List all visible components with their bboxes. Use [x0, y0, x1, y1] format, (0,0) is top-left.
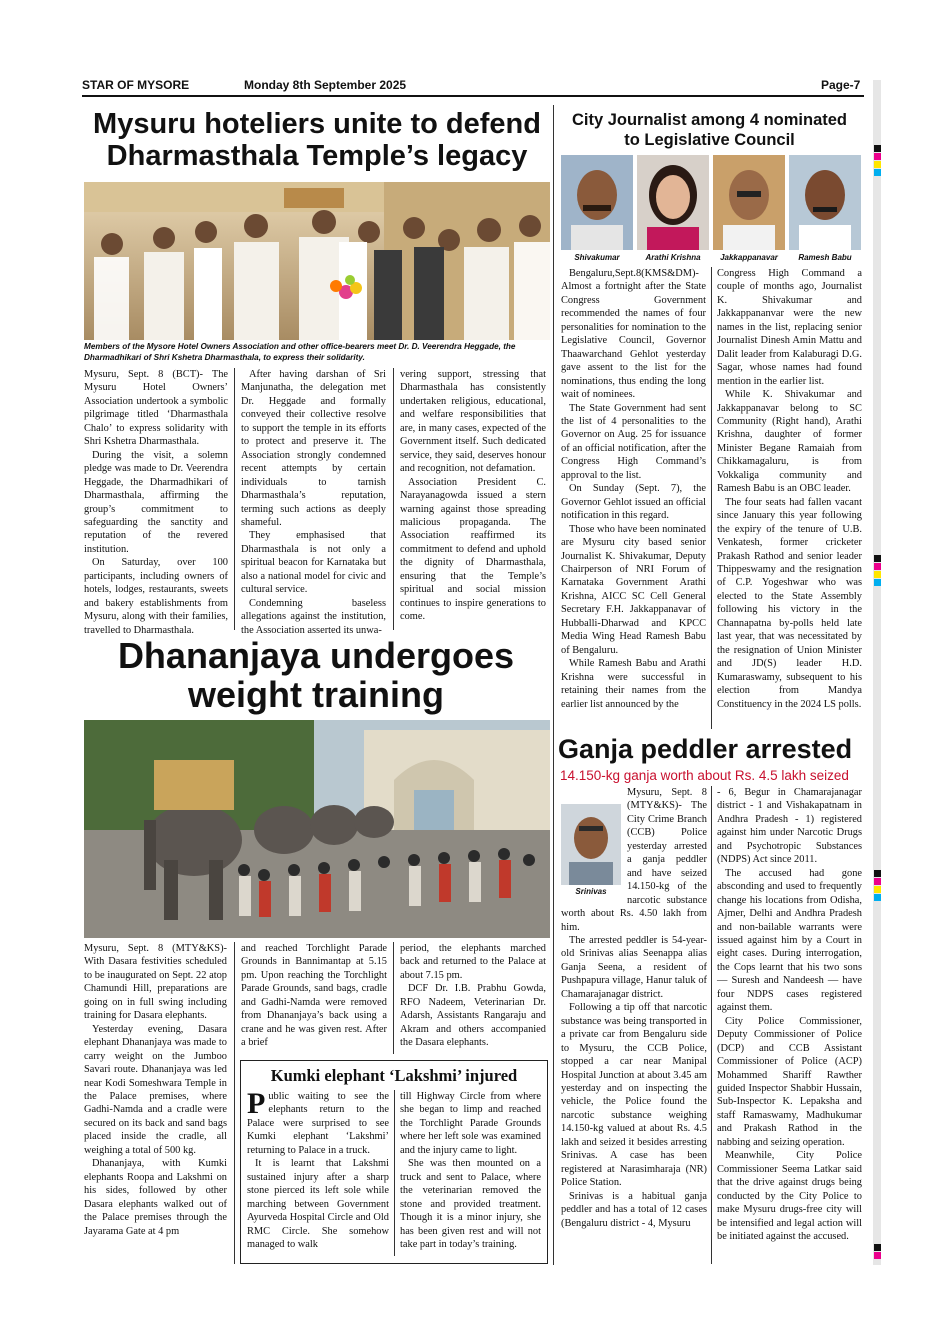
article3-headline — [80, 636, 552, 714]
elephant-procession-photo — [84, 720, 550, 938]
reg-mark-black — [874, 870, 881, 877]
article2-headline — [557, 110, 862, 150]
paragraph: The State Government had sent the list of 4 personalities to the Governor on Aug. 25 for issuance of an official notification, after the Congress High Command’s approval to the list. — [561, 402, 706, 481]
reg-mark-yellow — [874, 571, 881, 578]
paragraph: On Saturday, over 100 participants, including owners of hotels, lodges, restaurants, sweets and bakery establishments from Mysuru, along with their families, travelled to Dharmasthala. — [84, 557, 228, 636]
elephant-photo-illustration — [84, 720, 550, 938]
article3-headline-line1: Dhananjaya undergoes — [117, 635, 515, 676]
reg-mark-yellow — [874, 161, 881, 168]
paragraph: The four seats had fallen vacant since January this year following the expiry of the tenure of U.B. Venkatesh, former cricketer Prakash Rathod and senior leader Thippeswamy and the resignation of C.P. Yogeshwar who was elected to the State Assembly following his victory in the Channapatna by-polls held late last year, that was necessitated by the resignation of Union Minister and JD(S) leader H.D. Kumaraswamy, subsequent to his election from Mandya Constituency in the 2024 LS polls. — [717, 496, 862, 710]
portrait-label: Ramesh Babu — [798, 253, 852, 262]
paragraph: On Sunday (Sept. 7), the Governor Gehlot issued an official notification in this regard. — [561, 483, 706, 522]
article2-headline-line1: City Journalist among 4 nominated — [571, 111, 848, 129]
paragraph: While K. Shivakumar and Jakkappanavar belong to SC Community (Right hand), Arathi Krishna, daughter of former Minister Begane Ramaiah from Chikkamagaluru, is from Vokkaliga community and Ramesh Babu is an OBC leader. — [717, 389, 862, 495]
portrait-illustration — [789, 155, 861, 250]
paragraph: They emphasised that Dharmasthala is not only a spiritual beacon for Karnataka but also a national model for civic and cultural service. — [241, 530, 386, 596]
article5-headline: Ganja peddler arrested — [558, 734, 853, 764]
column-rule — [394, 1090, 395, 1256]
article1-column-3 — [400, 368, 546, 624]
paragraph: Following a tip off that narcotic substance was being transported in a private car from Bengaluru side to Mysuru, the CCB Police, stopped a car near Manipal Hospital Junction at about 3.45 am yesterday and on inspecting the vehicle, the Police found the narcotic substance weighing 14.150-kg valued at about Rs. 4.5 lakh and seized it besides arresting Srinivas. A case has been registered at Narasimharaja (NR) Police Station. — [561, 1002, 707, 1189]
portrait-label: Arathi Krishna — [645, 253, 701, 262]
hoteliers-photo-illustration — [84, 182, 550, 340]
paragraph: period, the elephants marched back and returned to the Palace at about 7.15 pm. — [400, 943, 546, 981]
portrait-label: Jakkappanavar — [720, 253, 778, 262]
article1-column-2 — [241, 368, 386, 637]
reg-mark-cyan — [874, 894, 881, 901]
paragraph: She was then mounted on a truck and sent to Palace, where the veterinarian removed the stone and provided treatment. Though it is a minor injury, she has been given rest and will not take part in today’s training. — [400, 1158, 541, 1250]
paragraph: Dhananjaya, with Kumki elephants Roopa and Lakshmi on his sides, followed by other Dasara elephants walked out of the Palace premises through the Jayarama Gate at 4 pm — [84, 1158, 227, 1237]
section-rule — [553, 733, 554, 1265]
portrait-shivakumar — [561, 155, 633, 250]
paragraph: Yesterday evening, Dasara elephant Dhananjaya was made to carry weight on the Jumboo Savari route. Dhananjaya was led near Kodi Someshwara Temple in the Palace premises, where Gadhi-Namda and a cradle were secured on its back and sand bags placed inside the cradle, all weighing a total of 500 kg. — [84, 1023, 227, 1156]
hoteliers-photo — [84, 182, 550, 340]
portrait-jakkappanavar — [713, 155, 785, 250]
article1-headline-line1: Mysuru hoteliers unite to defend — [93, 108, 541, 140]
article3-column-3 — [400, 942, 546, 1050]
paper-name: STAR OF MYSORE — [82, 78, 190, 92]
portrait-illustration — [713, 155, 785, 250]
portrait-arathi-krishna — [637, 155, 709, 250]
portrait-wrap-space — [561, 786, 627, 898]
article3-column-2 — [241, 942, 387, 1050]
column-rule — [234, 368, 235, 630]
paragraph: Bengaluru,Sept.8(KMS&DM)- Almost a fortnight after the State Congress Government recommended the names of four personalities for nomination to the Legislative Council, Governor Thaawarchand Gehlot yesterday gave assent to the list for the nominations, thus ending the long wait of nominees. — [561, 268, 706, 401]
article5-column-1 — [561, 786, 707, 1230]
paragraph: vering support, stressing that Dharmasthala has consistently undertaken religious, educational, and welfare responsibilities that are, in many cases, expected of the Government itself. Such dedicated service, they said, deserves honour and recognition, not defamation. — [400, 369, 546, 475]
paragraph: It is learnt that Lakshmi sustained injury after a sharp stone pierced its left sole while marching between Government Ayurveda Hospital Circle and Old RMC Circle. She somehow managed to walk — [247, 1158, 389, 1250]
paragraph: ublic waiting to see the elephants return to the Palace were surprised to see Kumki elephant ‘Lakshmi’ returning to Palace in a truck. — [247, 1091, 389, 1156]
paragraph: The accused had gone absconding and used to frequently change his locations from Odisha, Ajmer, Delhi and Andhra Pradesh and non-bailable warrants were issued against him by a Court in eight cases. During interrogation, the Cops learnt that his two sons — Suresh and Nandeesh — have four NDPS cases registered against them. — [717, 867, 862, 1014]
paragraph: The arrested peddler is 54-year-old Srinivas alias Seenappa alias Ganja Seena, a resident of Pushpapura village, Hanur taluk of Chamarajanagar district. — [561, 934, 707, 1000]
portrait-ramesh-babu — [789, 155, 861, 250]
reg-mark-magenta — [874, 563, 881, 570]
portrait-illustration — [561, 155, 633, 250]
column-rule — [711, 786, 712, 1264]
reg-mark-cyan — [874, 169, 881, 176]
paragraph: Meanwhile, City Police Commissioner Seema Latkar said that the drive against drugs being conducted by the City Police to make Mysuru drugs-free city will be intensified and legal action will be initiated against the accused. — [717, 1150, 862, 1242]
article1-headline-line2: Dharmasthala Temple’s legacy — [106, 140, 528, 173]
paragraph: Mysuru, Sept. 8 (MTY&KS)- The City Crime Branch (CCB) Police yesterday arrested a ganja peddler and have seized 14.150-kg of the narcotic substance worth about Rs. 4.50 lakh from him. — [561, 787, 707, 933]
column-rule — [234, 942, 235, 1264]
article2-column-1 — [561, 267, 706, 711]
column-rule — [393, 942, 394, 1054]
article1-column-1 — [84, 368, 228, 637]
paragraph: Mysuru, Sept. 8 (MTY&KS)- With Dasara festivities scheduled to be inaugurated on Sept. 22 atop Chamundi Hill, preparations are going on in full swing including training for Dasara elephants. — [84, 943, 227, 1022]
article3-headline-line2: weight training — [188, 674, 444, 715]
section-rule — [553, 105, 554, 733]
reg-mark-black — [874, 1244, 881, 1251]
paragraph: Those who have been nominated are Mysuru city based senior Journalist K. Shivakumar, Deputy Chairperson of NRI Forum of Karnataka Government Arathi Krishna, AICC SC Cell General Secretary F.H. Jakkappanavar of Hubballi-Dharwad and KPCC Media Wing Head Ramesh Babu of Bengaluru. — [561, 523, 706, 656]
paragraph: While Ramesh Babu and Arathi Krishna were successful in retaining their names from the earlier list announced by the — [561, 658, 706, 710]
paragraph: Congress High Command a couple of months ago, Journalist K. Shivakumar and Jakkappananvar were the new names in the list, replacing senior Journalist Dinesh Amin Mattu and Dalit leader from Kalaburagi D.G. Sagar, whose names had found mention in the earlier list. — [717, 268, 862, 387]
article2-headline-line2: to Legislative Council — [624, 131, 795, 149]
paragraph: City Police Commissioner, Deputy Commissioner of Police (DCP) and CCB Assistant Commissioner of Police (ACP) Mohammed Shariff Rawther guided Inspector Shabbir Hussain, Sub-Inspector K. Lepaksha and staff Ramaswamy, Madhukumar and Prakash Rathod in the nabbing and seizing operation. — [717, 1015, 862, 1148]
issue-date: Monday 8th September 2025 — [244, 78, 407, 92]
article3-column-1 — [84, 942, 227, 1238]
column-rule — [711, 267, 712, 729]
reg-mark-yellow — [874, 886, 881, 893]
reg-mark-black — [874, 145, 881, 152]
reg-mark-magenta — [874, 1252, 881, 1259]
margin-strip — [873, 80, 881, 1265]
portrait-illustration — [637, 155, 709, 250]
article4-headline: Kumki elephant ‘Lakshmi’ injured — [270, 1066, 518, 1085]
paragraph: DCF Dr. I.B. Prabhu Gowda, RFO Nadeem, Veterinarian Dr. Adarsh, Assistants Rangaraju and Akram and others accompanied the Dasara elephants. — [400, 983, 546, 1049]
page-number: Page-7 — [821, 78, 861, 92]
paragraph: Srinivas is a habitual ganja peddler and has a total of 12 cases (Bengaluru district - 4, Mysuru — [561, 1190, 707, 1229]
paragraph: Mysuru, Sept. 8 (BCT)- The Mysuru Hotel Owners’ Association undertook a symbolic pilgrimage titled ‘Dharmasthala Chalo’ to express solidarity with Shri Kshetra Dharmasthala. — [84, 369, 228, 448]
article5-subhead: 14.150-kg ganja worth about Rs. 4.5 lakh seized — [560, 768, 849, 783]
paragraph: Association President C. Narayanagowda issued a stern warning against those spreading malicious propaganda. The Association reaffirmed its commitment to defend and uphold the dignity of Dharmasthala, ensuring that the Temple’s spiritual and social mission continues to inspire generations to come. — [400, 476, 546, 623]
article4-column-2 — [400, 1090, 541, 1251]
article5-column-2 — [717, 786, 862, 1243]
paragraph: and reached Torchlight Parade Grounds in Bannimantap at 5.15 pm. Upon reaching the Torchlight Parade Grounds, sand bags, cradle and Gadhi-Namda were removed from Dhananjaya’s back using a crane and he was given rest. After a brief — [241, 943, 387, 1049]
portrait-label: Shivakumar — [574, 253, 620, 262]
article2-column-2 — [717, 267, 862, 711]
header-rule — [82, 95, 864, 97]
reg-mark-magenta — [874, 878, 881, 885]
drop-cap: P — [247, 1087, 266, 1120]
hoteliers-photo-caption: Members of the Mysore Hotel Owners Association and other office-bearers meet Dr. D. Veerendra Heggade, the Dharmadhikari of Shri Kshetra Dharmasthala, to express their solidarity. — [84, 342, 516, 362]
portrait-label: Srinivas — [575, 887, 607, 896]
paragraph: - 6, Begur in Chamarajanagar district - 1 and Vishakapatnam in Andhra Pradesh - 1) registered against him under Narcotic Drugs and Psychotropic Substances (NDPS) Act since 2011. — [717, 787, 862, 866]
column-rule — [393, 368, 394, 630]
paragraph: Condemning baseless allegations against the institution, the Association asserted its unwa- — [241, 597, 386, 636]
paragraph: After having darshan of Sri Manjunatha, the delegation met Dr. Heggade and formally conveyed their collective resolve to support the temple in its efforts to protect and preserve it. The Association strongly condemned recent attempts by certain individuals to tarnish Dharmasthala’s reputation, terming such actions as deeply shameful. — [241, 369, 386, 528]
paragraph: During the visit, a solemn pledge was made to Dr. Veerendra Heggade, the Dharmadhikari of Dharmasthala, affirming the group’s commitment to safeguarding the sanctity and reputation of the revered institution. — [84, 449, 228, 555]
article4-column-1 — [247, 1087, 389, 1251]
reg-mark-magenta — [874, 153, 881, 160]
paragraph: till Highway Circle from where she began to limp and reached the Torchlight Parade Grounds where her left sole was examined and the injury came to light. — [400, 1091, 541, 1156]
reg-mark-cyan — [874, 579, 881, 586]
article1-headline — [82, 108, 552, 173]
reg-mark-black — [874, 555, 881, 562]
